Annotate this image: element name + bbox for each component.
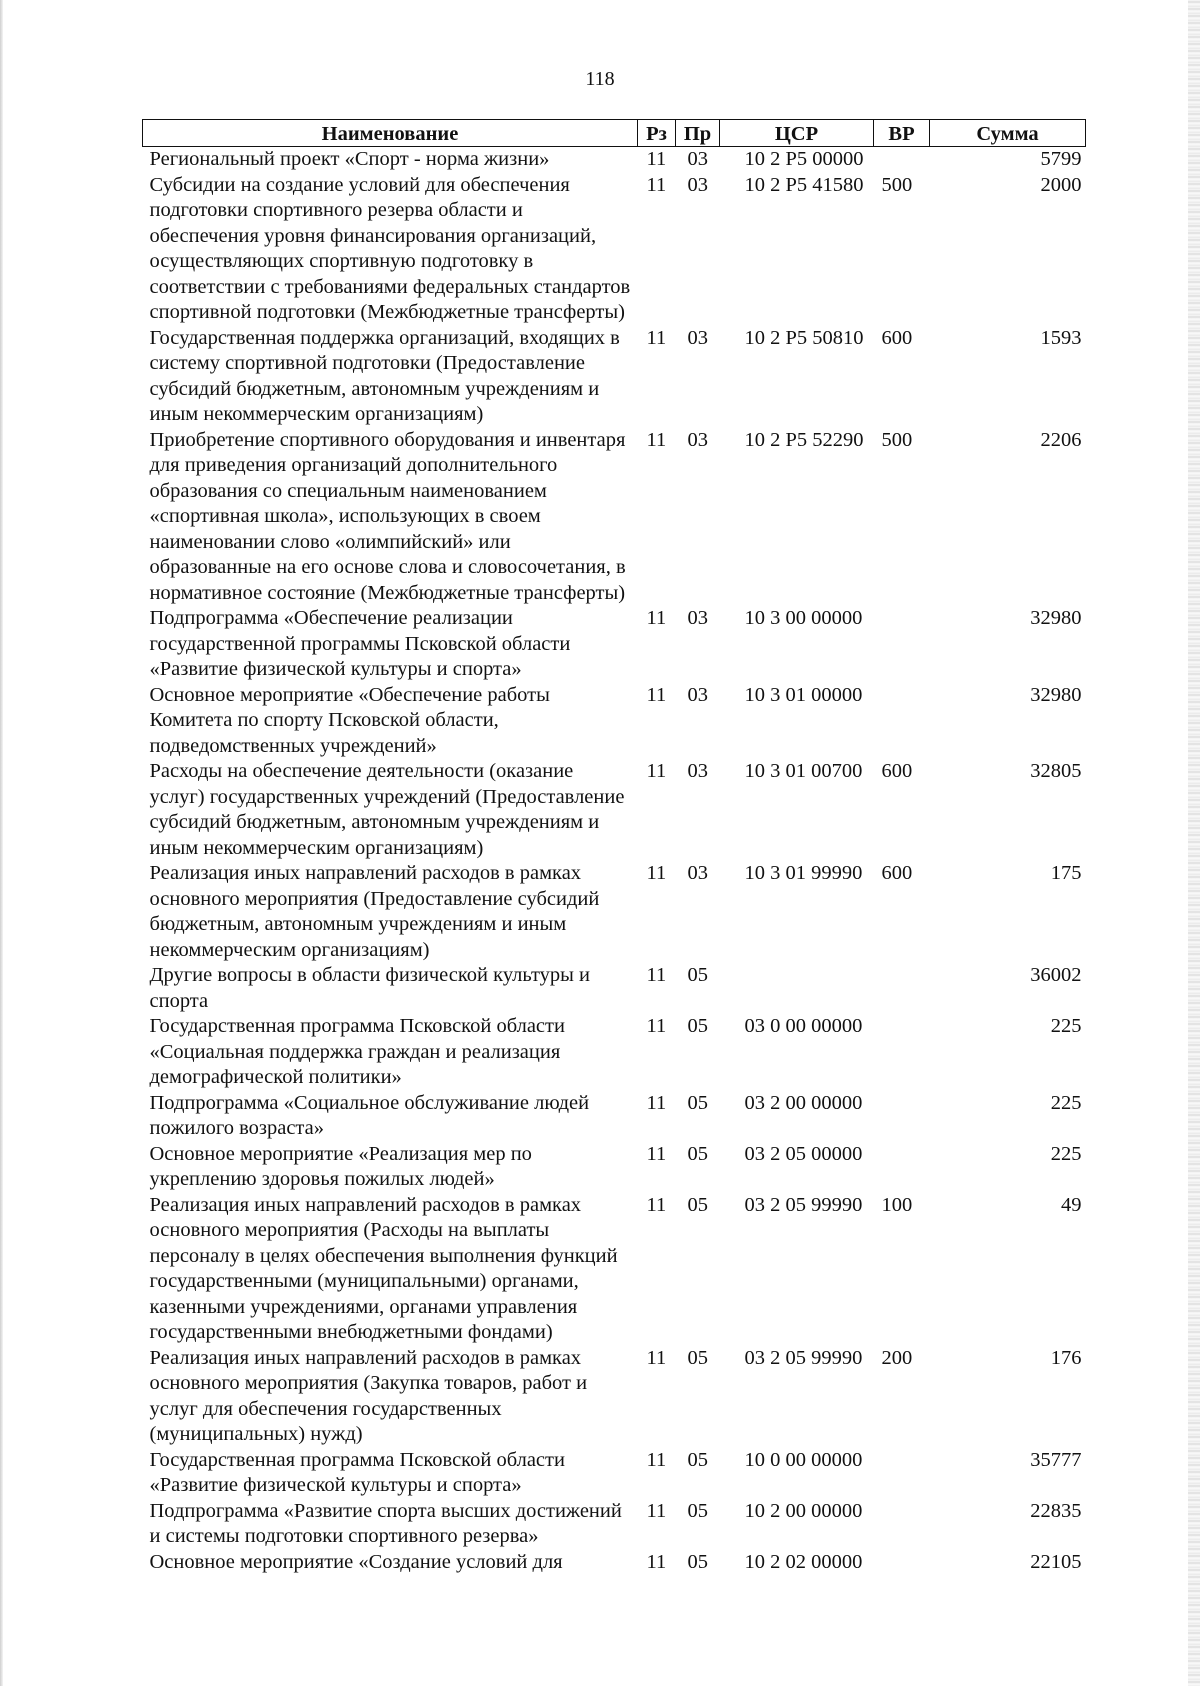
- cell-csr: 03 2 05 99990: [744, 1193, 863, 1216]
- table-row: [143, 1014, 1086, 1091]
- cell-vr: 100: [881, 1193, 913, 1216]
- header-row: [143, 120, 1086, 147]
- cell-vr: [874, 683, 930, 760]
- cell-sum: 22835: [1030, 1499, 1082, 1522]
- cell-sum: 32980: [1030, 683, 1082, 706]
- cell-name: Подпрограмма «Обеспечение реализации государственной программы Псковской области «Развитие физической культуры и спорта»: [149, 607, 571, 680]
- cell-rz: 11: [646, 1550, 667, 1573]
- cell-name: Реализация иных направлений расходов в рамках основного мероприятия (Расходы на выплаты персоналу в целях обеспечения выполнения функций государственными (муниципальными) органами, казенными учреждениями, органами управления государственными внебюджетными фондами): [149, 1193, 618, 1343]
- cell-pr: 05: [687, 1193, 708, 1216]
- cell-rz: 11: [646, 607, 667, 629]
- cell-rz: 11: [646, 1193, 667, 1216]
- header-sum: Сумма: [930, 120, 1086, 147]
- cell-csr: 10 3 01 00700: [744, 760, 863, 782]
- cell-rz: 11: [646, 964, 667, 986]
- table-row: [143, 428, 1086, 607]
- table-row: [143, 1448, 1086, 1499]
- cell-rz: 11: [646, 1346, 667, 1369]
- cell-vr: [874, 1550, 930, 1576]
- cell-vr: 500: [881, 173, 913, 196]
- cell-rz: 11: [646, 1142, 667, 1165]
- table-row: [143, 861, 1086, 963]
- table-row: [143, 963, 1086, 1014]
- cell-pr: 03: [687, 760, 708, 782]
- cell-sum: 22105: [1030, 1550, 1082, 1573]
- table-row: [143, 173, 1086, 326]
- cell-csr: 10 2 P5 41580: [744, 173, 864, 196]
- cell-pr: 05: [687, 1499, 708, 1522]
- table-row: [143, 1499, 1086, 1550]
- cell-name: Реализация иных направлений расходов в рамках основного мероприятия (Предоставление субсидий бюджетным, автономным учреждениям и иным некоммерческим организациям): [149, 862, 600, 961]
- cell-name: Основное мероприятие «Создание условий для: [149, 1550, 563, 1573]
- cell-csr: 10 2 02 00000: [744, 1550, 863, 1573]
- cell-vr: 500: [881, 428, 913, 451]
- table-header: [143, 120, 1086, 147]
- cell-name: Государственная программа Псковской области «Развитие физической культуры и спорта»: [149, 1448, 565, 1496]
- cell-name: Государственная программа Псковской области «Социальная поддержка граждан и реализация демографической политики»: [149, 1015, 565, 1088]
- cell-csr: 10 2 P5 50810: [744, 326, 864, 349]
- cell-name: Другие вопросы в области физической культуры и спорта: [149, 964, 591, 1012]
- table-row: [143, 326, 1086, 428]
- cell-rz: 11: [646, 148, 667, 170]
- cell-sum: 49: [1061, 1193, 1082, 1216]
- header-rz: Рз: [638, 120, 676, 147]
- cell-sum: 225: [1050, 1091, 1082, 1114]
- cell-pr: 05: [687, 1448, 708, 1471]
- header-csr: ЦСР: [720, 120, 874, 147]
- cell-sum: 32980: [1030, 607, 1082, 629]
- cell-name: Основное мероприятие «Реализация мер по укреплению здоровья пожилых людей»: [149, 1142, 532, 1190]
- cell-rz: 11: [646, 428, 667, 451]
- cell-pr: 05: [687, 1142, 708, 1165]
- cell-csr: 03 2 00 00000: [744, 1091, 863, 1114]
- cell-pr: 03: [687, 428, 708, 451]
- cell-vr: 600: [881, 326, 913, 349]
- scan-edge-left: [0, 0, 3, 1686]
- cell-name: Подпрограмма «Развитие спорта высших достижений и системы подготовки спортивного резерва»: [149, 1499, 622, 1547]
- cell-csr: 03 2 05 99990: [744, 1346, 863, 1369]
- cell-pr: 03: [687, 148, 708, 170]
- cell-vr: [874, 1448, 930, 1499]
- cell-pr: 05: [687, 964, 708, 986]
- cell-rz: 11: [646, 683, 667, 706]
- cell-rz: 11: [646, 326, 667, 349]
- cell-pr: 05: [687, 1091, 708, 1114]
- cell-pr: 05: [687, 1015, 708, 1037]
- cell-name: Подпрограмма «Социальное обслуживание людей пожилого возраста»: [149, 1091, 590, 1139]
- cell-sum: 2206: [1040, 428, 1082, 451]
- table-row: [143, 1193, 1086, 1346]
- header-vr: ВР: [874, 120, 930, 147]
- cell-name: Реализация иных направлений расходов в рамках основного мероприятия (Закупка товаров, работ и услуг для обеспечения государственных (муниципальных) нужд): [149, 1346, 588, 1445]
- cell-rz: 11: [646, 1499, 667, 1522]
- cell-rz: 11: [646, 760, 667, 782]
- cell-name: Региональный проект «Спорт - норма жизни»: [149, 148, 550, 170]
- table-row: [143, 1550, 1086, 1576]
- cell-vr: 600: [881, 862, 913, 884]
- cell-csr: 10 3 01 00000: [744, 683, 863, 706]
- table-row: [143, 1091, 1086, 1142]
- cell-vr: 600: [881, 760, 913, 782]
- cell-pr: 05: [687, 1550, 708, 1573]
- cell-sum: 175: [1050, 862, 1082, 884]
- scan-edge-right: [1188, 0, 1200, 1686]
- cell-vr: [874, 963, 930, 1014]
- table-row: [143, 606, 1086, 683]
- cell-name: Основное мероприятие «Обеспечение работы Комитета по спорту Псковской области, подведомственных учреждений»: [149, 683, 550, 757]
- cell-csr: 10 3 00 00000: [744, 607, 863, 629]
- cell-name: Государственная поддержка организаций, входящих в систему спортивной подготовки (Предоставление субсидий бюджетным, автономным учреждениям и иным некоммерческим организациям): [149, 326, 620, 425]
- cell-sum: 32805: [1030, 760, 1082, 782]
- cell-csr: 10 3 01 99990: [744, 862, 863, 884]
- budget-table: [142, 119, 1086, 1575]
- cell-rz: 11: [646, 173, 667, 196]
- cell-pr: 05: [687, 1346, 708, 1369]
- cell-sum: 225: [1050, 1015, 1082, 1037]
- cell-vr: [874, 147, 930, 173]
- cell-csr: 10 0 00 00000: [744, 1448, 863, 1471]
- cell-pr: 03: [687, 326, 708, 349]
- cell-vr: [874, 1499, 930, 1550]
- cell-csr: [720, 963, 874, 1014]
- cell-name: Субсидии на создание условий для обеспечения подготовки спортивного резерва области и обеспечения уровня финансирования организаций, осуществляющих спортивную подготовку в соответствии с требованиями федеральных стандартов спортивной подготовки (Межбюджетные трансферты): [149, 173, 631, 323]
- cell-pr: 03: [687, 862, 708, 884]
- cell-name: Приобретение спортивного оборудования и инвентаря для приведения организаций дополнительного образования со специальным наименованием «спортивная школа», использующих в своем наименовании слово «олимпийский» или образованные на его основе слова и словосочетания, в нормативное состояние (Межбюджетные трансферты): [149, 428, 626, 604]
- cell-pr: 03: [687, 683, 708, 706]
- cell-name: Расходы на обеспечение деятельности (оказание услуг) государственных учреждений (Предоставление субсидий бюджетным, автономным учреждениям и иным некоммерческим организациям): [149, 760, 625, 859]
- cell-vr: [874, 606, 930, 683]
- header-pr: Пр: [676, 120, 720, 147]
- cell-sum: 176: [1050, 1346, 1082, 1369]
- cell-rz: 11: [646, 1015, 667, 1037]
- cell-csr: 10 2 00 00000: [744, 1499, 863, 1522]
- header-name: Наименование: [143, 120, 638, 147]
- cell-vr: [874, 1142, 930, 1193]
- table-row: [143, 683, 1086, 760]
- cell-csr: 10 2 P5 00000: [744, 148, 864, 170]
- cell-sum: 35777: [1030, 1448, 1082, 1471]
- cell-sum: 1593: [1040, 326, 1082, 349]
- cell-rz: 11: [646, 862, 667, 884]
- cell-vr: [874, 1091, 930, 1142]
- table-body: [143, 147, 1086, 1576]
- cell-csr: 10 2 P5 52290: [744, 428, 864, 451]
- page-number: 118: [585, 68, 615, 90]
- cell-pr: 03: [687, 607, 708, 629]
- table-row: [143, 147, 1086, 173]
- cell-sum: 2000: [1040, 173, 1082, 196]
- cell-sum: 5799: [1040, 148, 1082, 170]
- table-row: [143, 1346, 1086, 1448]
- cell-csr: 03 0 00 00000: [744, 1015, 863, 1037]
- cell-rz: 11: [646, 1091, 667, 1114]
- table-row: [143, 759, 1086, 861]
- cell-pr: 03: [687, 173, 708, 196]
- cell-vr: 200: [881, 1346, 913, 1369]
- cell-sum: 36002: [1030, 964, 1082, 986]
- cell-vr: [874, 1014, 930, 1091]
- cell-rz: 11: [646, 1448, 667, 1471]
- table-row: [143, 1142, 1086, 1193]
- cell-csr: 03 2 05 00000: [744, 1142, 863, 1165]
- cell-sum: 225: [1050, 1142, 1082, 1165]
